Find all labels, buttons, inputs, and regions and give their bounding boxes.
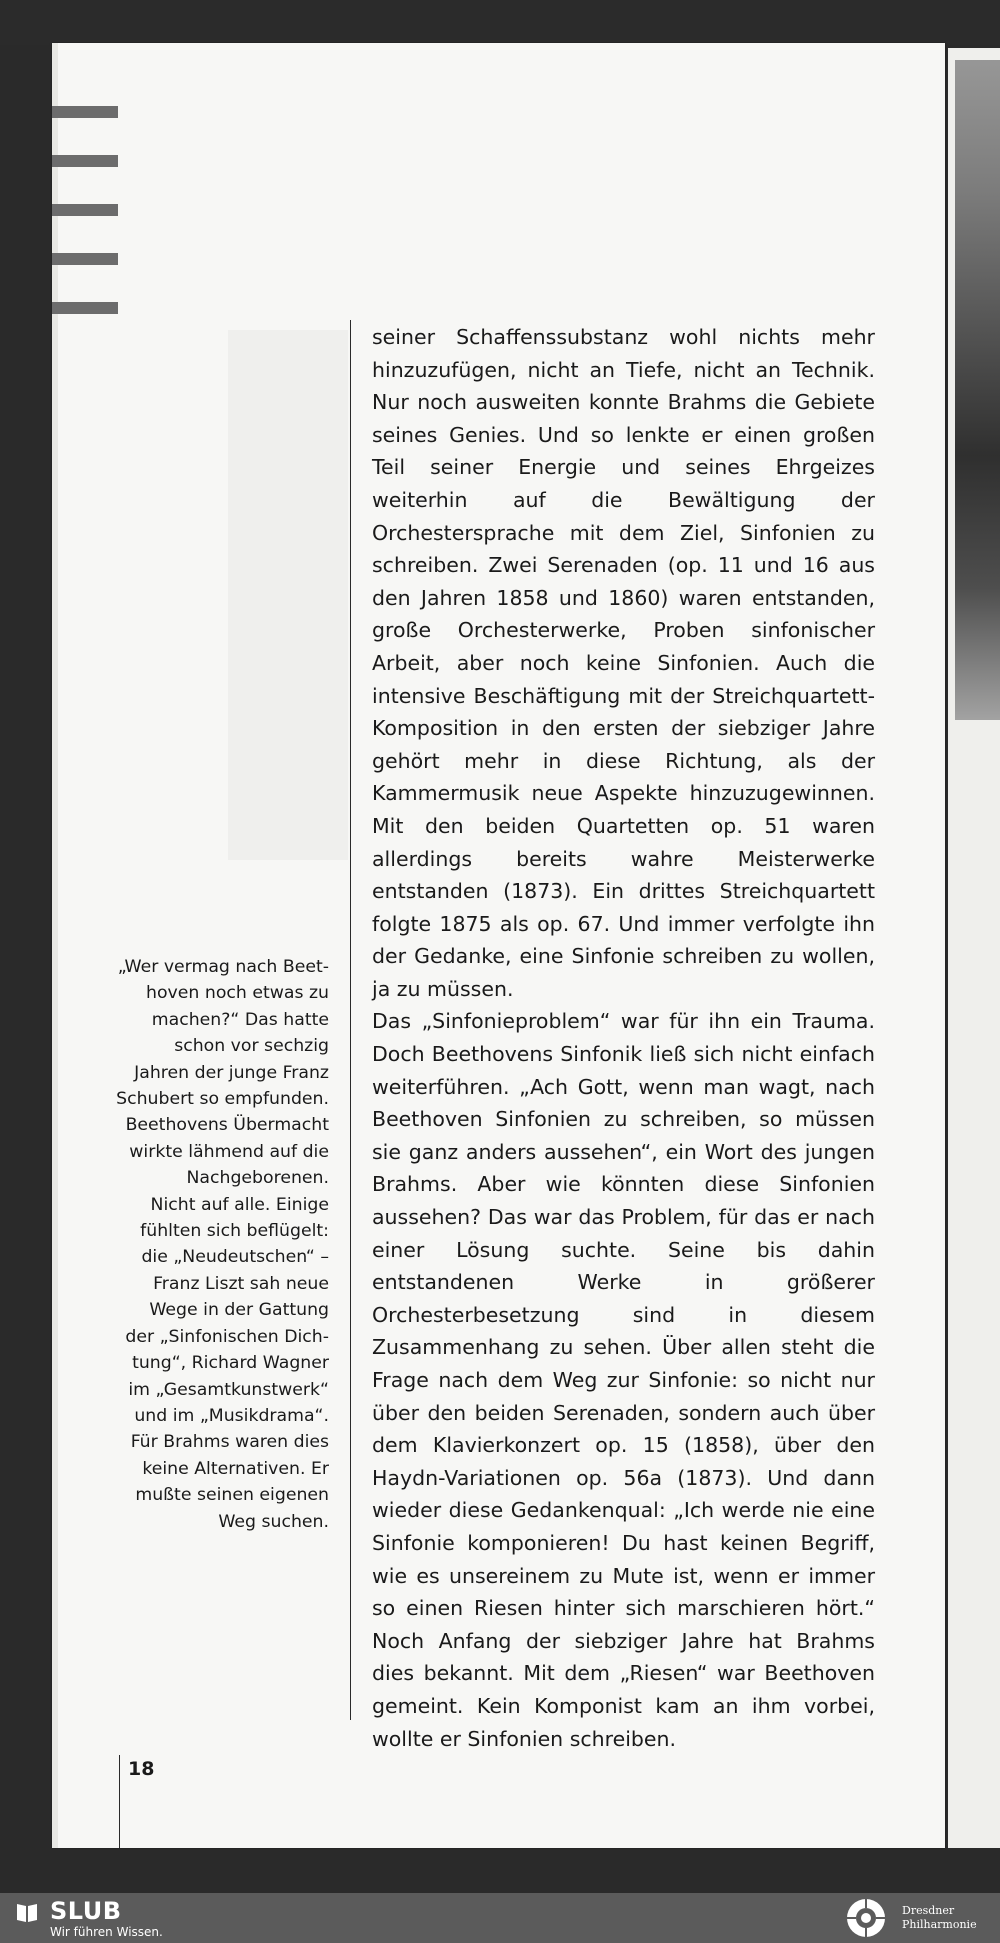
- philharmonie-logo-icon[interactable]: [841, 1897, 891, 1939]
- facing-page-photo: [955, 60, 1000, 720]
- sidebar-line: machen?“ Das hatte: [151, 1009, 329, 1030]
- column-divider: [350, 320, 351, 1720]
- sidebar-line: „Wer vermag nach Beet-: [117, 957, 329, 977]
- sidebar-line: Für Brahms waren dies: [130, 1432, 329, 1453]
- show-through-box: [228, 330, 348, 860]
- margin-bar-decoration: [52, 253, 118, 265]
- sidebar-line: Nachgeborenen.: [186, 1168, 329, 1189]
- margin-bar-decoration: [52, 204, 118, 216]
- philharmonie-name-line: Dresdner: [902, 1904, 955, 1917]
- article-body: [372, 321, 875, 1755]
- sidebar-line: schon vor sechzig: [174, 1036, 329, 1057]
- sidebar-line: Wege in der Gattung: [149, 1300, 329, 1321]
- sidebar-line: Jahren der junge Franz: [134, 1062, 329, 1083]
- sidebar-line: Schubert so empfunden.: [116, 1089, 329, 1110]
- sidebar-line: Beethovens Übermacht: [125, 1115, 329, 1136]
- sidebar-line: mußte seinen eigenen: [135, 1485, 329, 1506]
- sidebar-line: Franz Liszt sah neue: [153, 1273, 329, 1294]
- sidebar-line: Weg suchen.: [218, 1511, 329, 1532]
- sidebar-line: im „Gesamtkunstwerk“: [128, 1379, 329, 1400]
- page-number-rule: [119, 1755, 120, 1848]
- scan-background-top: [0, 0, 1000, 45]
- sidebar-line: und im „Musikdrama“.: [134, 1405, 329, 1426]
- book-icon: [15, 1901, 39, 1923]
- sidebar-line: hoven noch etwas zu: [146, 983, 329, 1004]
- slub-tagline: Wir führen Wissen.: [50, 1925, 163, 1939]
- sidebar-line: der „Sinfonischen Dich-: [125, 1326, 329, 1347]
- article-paragraph: seiner Schaffenssubstanz wohl nichts mehr hinzuzufügen, nicht an Tiefe, nicht an Technik. Nur noch ausweiten konnte Brahms die Gebiete seines Genies. Und so lenkte er einen großen Teil seiner Energie und seines Ehrgeizes weiterhin auf die Bewältigung der Orchestersprache mit dem Ziel, Sinfonien zu schreiben. Zwei Serenaden (op. 11 und 16 aus den Jahren 1858 und 1860) waren entstanden, große Orchesterwerke, Proben sinfonischer Arbeit, aber noch keine Sinfonien. Auch die intensive Beschäftigung mit der Streichquartett-Komposition in den ersten der siebziger Jahre gehört mehr in diese Richtung, als der Kammermusik neue Aspekte hinzuzugewinnen. Mit den beiden Quartetten op. 51 waren allerdings bereits wahre Meisterwerke entstanden (1873). Ein drittes Streichquartett folgte 1875 als op. 67. Und immer verfolgte ihn der Gedanke, eine Sinfonie schreiben zu wollen, ja zu müssen.: [372, 325, 875, 1001]
- philharmonie-name: [902, 1904, 977, 1932]
- sidebar-line: fühlten sich beflügelt:: [140, 1221, 329, 1242]
- page-number: 18: [128, 1758, 155, 1780]
- sidebar-line: die „Neudeutschen“ –: [141, 1247, 329, 1268]
- sidebar-quote: [103, 954, 329, 1535]
- philharmonie-name-line: Philharmonie: [902, 1918, 977, 1931]
- sidebar-line: tung“, Richard Wagner: [132, 1353, 329, 1374]
- slub-logo-text[interactable]: SLUB: [50, 1897, 122, 1925]
- margin-bar-decoration: [52, 302, 118, 314]
- footer-bar: [0, 1893, 1000, 1943]
- sidebar-line: Nicht auf alle. Einige: [150, 1194, 329, 1215]
- margin-bar-decoration: [52, 155, 118, 167]
- sidebar-line: wirkte lähmend auf die: [129, 1141, 329, 1162]
- margin-bar-decoration: [52, 106, 118, 118]
- sidebar-line: keine Alternativen. Er: [142, 1458, 329, 1479]
- article-paragraph: Das „Sinfonieproblem“ war für ihn ein Trauma. Doch Beethovens Sinfonik ließ sich nicht einfach weiterführen. „Ach Gott, wenn man wagt, nach Beethoven Sinfonien zu schreiben, so müssen sie ganz anders aussehen“, ein Wort des jungen Brahms. Aber wie könnten diese Sinfonien aussehen? Das war das Problem, für das er nach einer Lösung suchte. Seine bis dahin entstandenen Werke in größerer Orchesterbesetzung sind in diesem Zusammenhang zu sehen. Über allen steht die Frage nach dem Weg zur Sinfonie: so nicht nur über den beiden Serenaden, sondern auch über dem Klavierkonzert op. 15 (1858), über den Haydn-Variationen op. 56a (1873). Und dann wieder diese Gedankenqual: „Ich werde nie eine Sinfonie komponieren! Du hast keinen Begriff, wie es unsereinem zu Mute ist, wenn er immer so einen Riesen hinter sich marschieren hört.“ Noch Anfang der siebziger Jahre hat Brahms dies bekannt. Mit dem „Riesen“ war Beethoven gemeint. Kein Komponist kam an ihm vorbei, wollte er Sinfonien schreiben.: [372, 1009, 875, 1751]
